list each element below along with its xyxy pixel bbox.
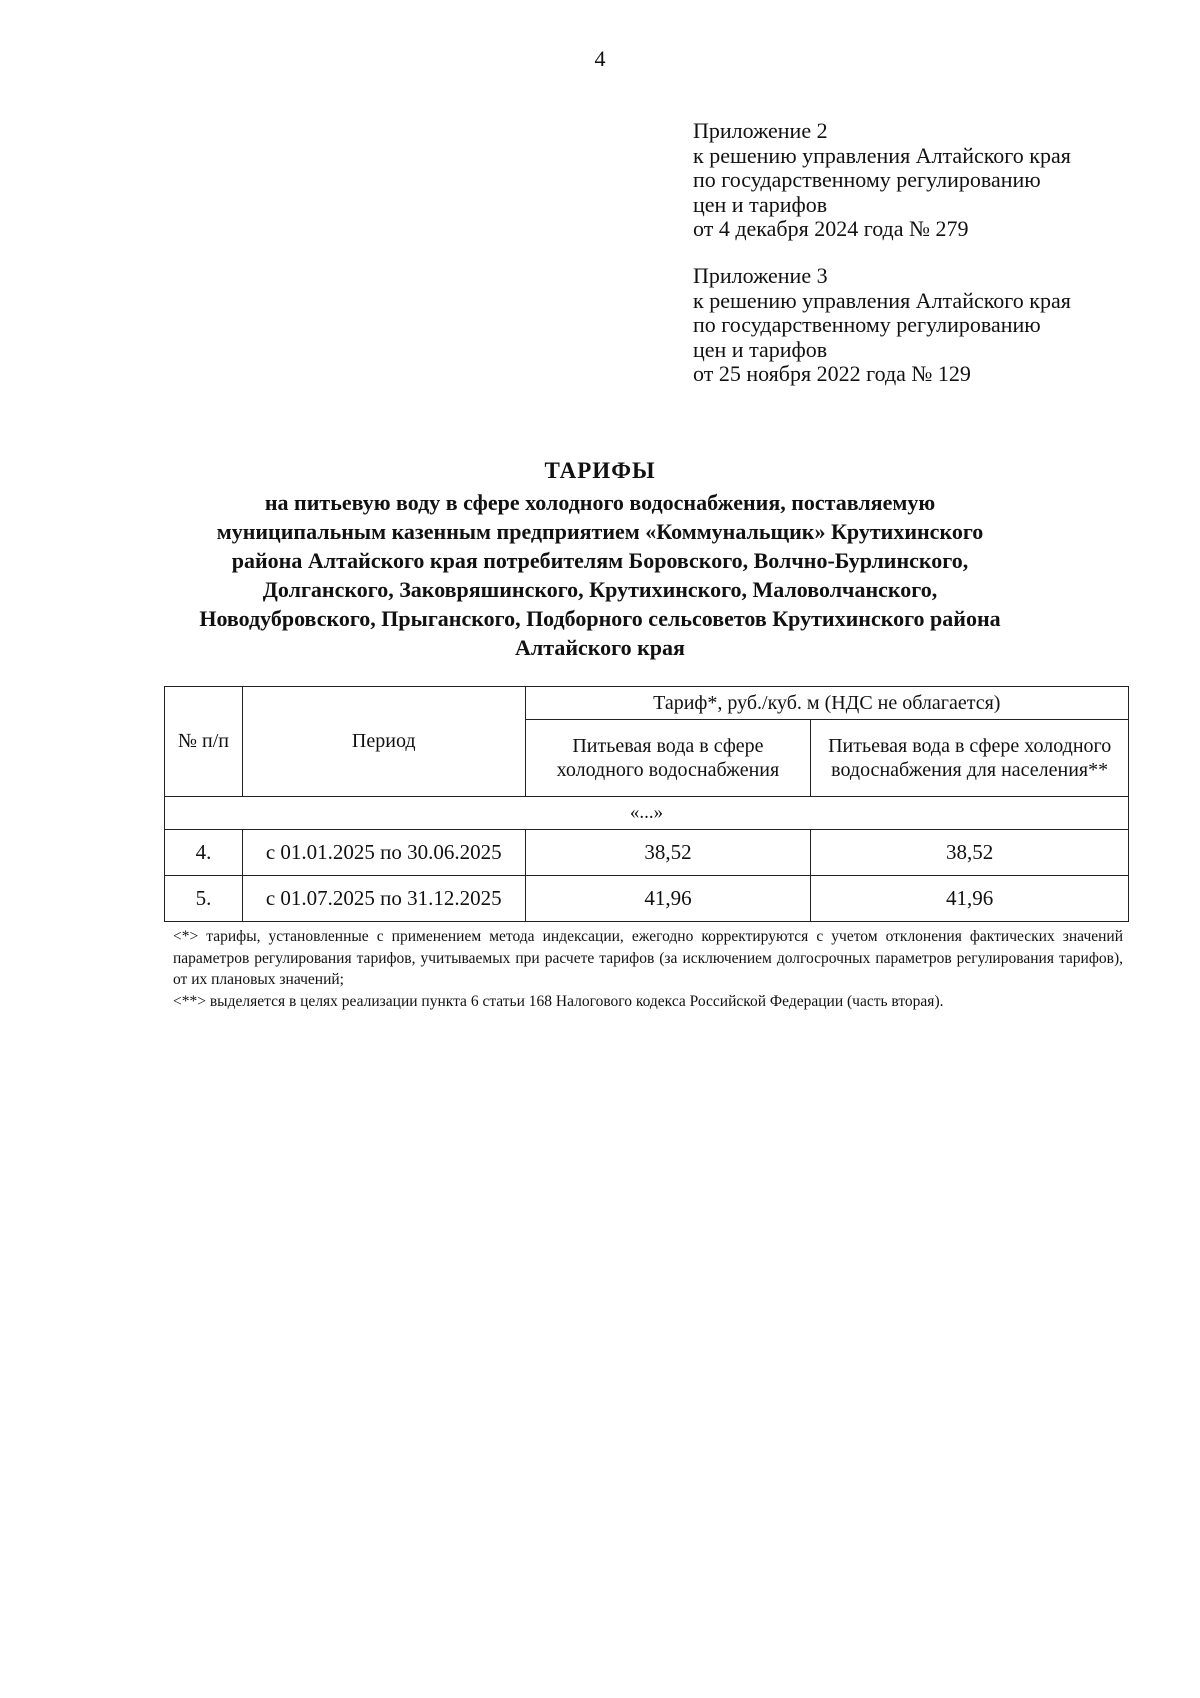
title-line: Алтайского края — [515, 635, 685, 660]
table-header-row — [165, 687, 1129, 720]
appendix-2-line: от 4 декабря 2024 года № 279 — [693, 216, 969, 241]
cell-water-population: 41,96 — [811, 876, 1129, 922]
footnote-2: <**> выделяется в целях реализации пункта 6 статьи 168 Налогового кодекса Российской Федерации (часть вторая). — [173, 992, 944, 1010]
title-line: района Алтайского края потребителям Боровского, Волчно-Бурлинского, — [231, 548, 969, 573]
cell-water: 41,96 — [525, 876, 811, 922]
tariff-table — [164, 686, 1129, 922]
cell-water: 38,52 — [525, 830, 811, 876]
header-number: № п/п — [165, 687, 243, 797]
appendix-3-line: от 25 ноября 2022 года № 129 — [693, 361, 971, 386]
footnote-1: <*> тарифы, установленные с применением метода индексации, ежегодно корректируются с учетом отклонения фактических значений параметров регулирования тарифов, учитываемых при расчете тарифов (за исключением долгосрочных параметров регулирования тарифов), от их плановых значений; — [173, 928, 1123, 988]
table-row — [165, 876, 1129, 922]
appendix-2-line: Приложение 2 — [693, 118, 828, 143]
appendix-3-line: к решению управления Алтайского края — [693, 287, 1071, 313]
appendix-3-line: Приложение 3 — [693, 263, 828, 288]
title-heading: ТАРИФЫ — [544, 458, 656, 483]
appendix-2-line: по государственному регулированию — [693, 167, 1041, 192]
header-water-population: Питьевая вода в сфере холодного водоснабжения для населения** — [811, 720, 1129, 797]
title-line: Новодубровского, Прыганского, Подборного сельсоветов Крутихинского района — [199, 606, 1001, 631]
appendix-2-line: к решению управления Алтайского края — [693, 142, 1071, 168]
cell-number: 4. — [165, 830, 243, 876]
cell-water-population: 38,52 — [811, 830, 1129, 876]
title-line: Долганского, Заковряшинского, Крутихинского, Маловолчанского, — [262, 577, 938, 602]
title-line: на питьевую воду в сфере холодного водоснабжения, поставляемую — [264, 490, 936, 515]
title-subtitle — [140, 488, 1060, 662]
appendix-2-line: цен и тарифов — [693, 191, 828, 217]
title-line: муниципальным казенным предприятием «Коммунальщик» Крутихинского — [216, 519, 984, 544]
cell-number: 5. — [165, 876, 243, 922]
appendix-3-line: по государственному регулированию — [693, 312, 1041, 337]
appendix-2-block — [693, 119, 1163, 242]
header-tariff-group: Тариф*, руб./куб. м (НДС не облагается) — [525, 687, 1128, 720]
footnotes — [173, 926, 1123, 1012]
table-row — [165, 830, 1129, 876]
page-number: 4 — [594, 46, 606, 71]
header-period: Период — [242, 687, 525, 797]
appendix-3-line: цен и тарифов — [693, 336, 828, 362]
document-title — [140, 456, 1060, 662]
table-ellipsis-row — [165, 797, 1129, 830]
cell-period: с 01.01.2025 по 30.06.2025 — [242, 830, 525, 876]
appendix-3-block — [693, 264, 1163, 387]
ellipsis-cell: «...» — [165, 797, 1129, 830]
header-water: Питьевая вода в сфере холодного водоснабжения — [525, 720, 811, 797]
cell-period: с 01.07.2025 по 31.12.2025 — [242, 876, 525, 922]
